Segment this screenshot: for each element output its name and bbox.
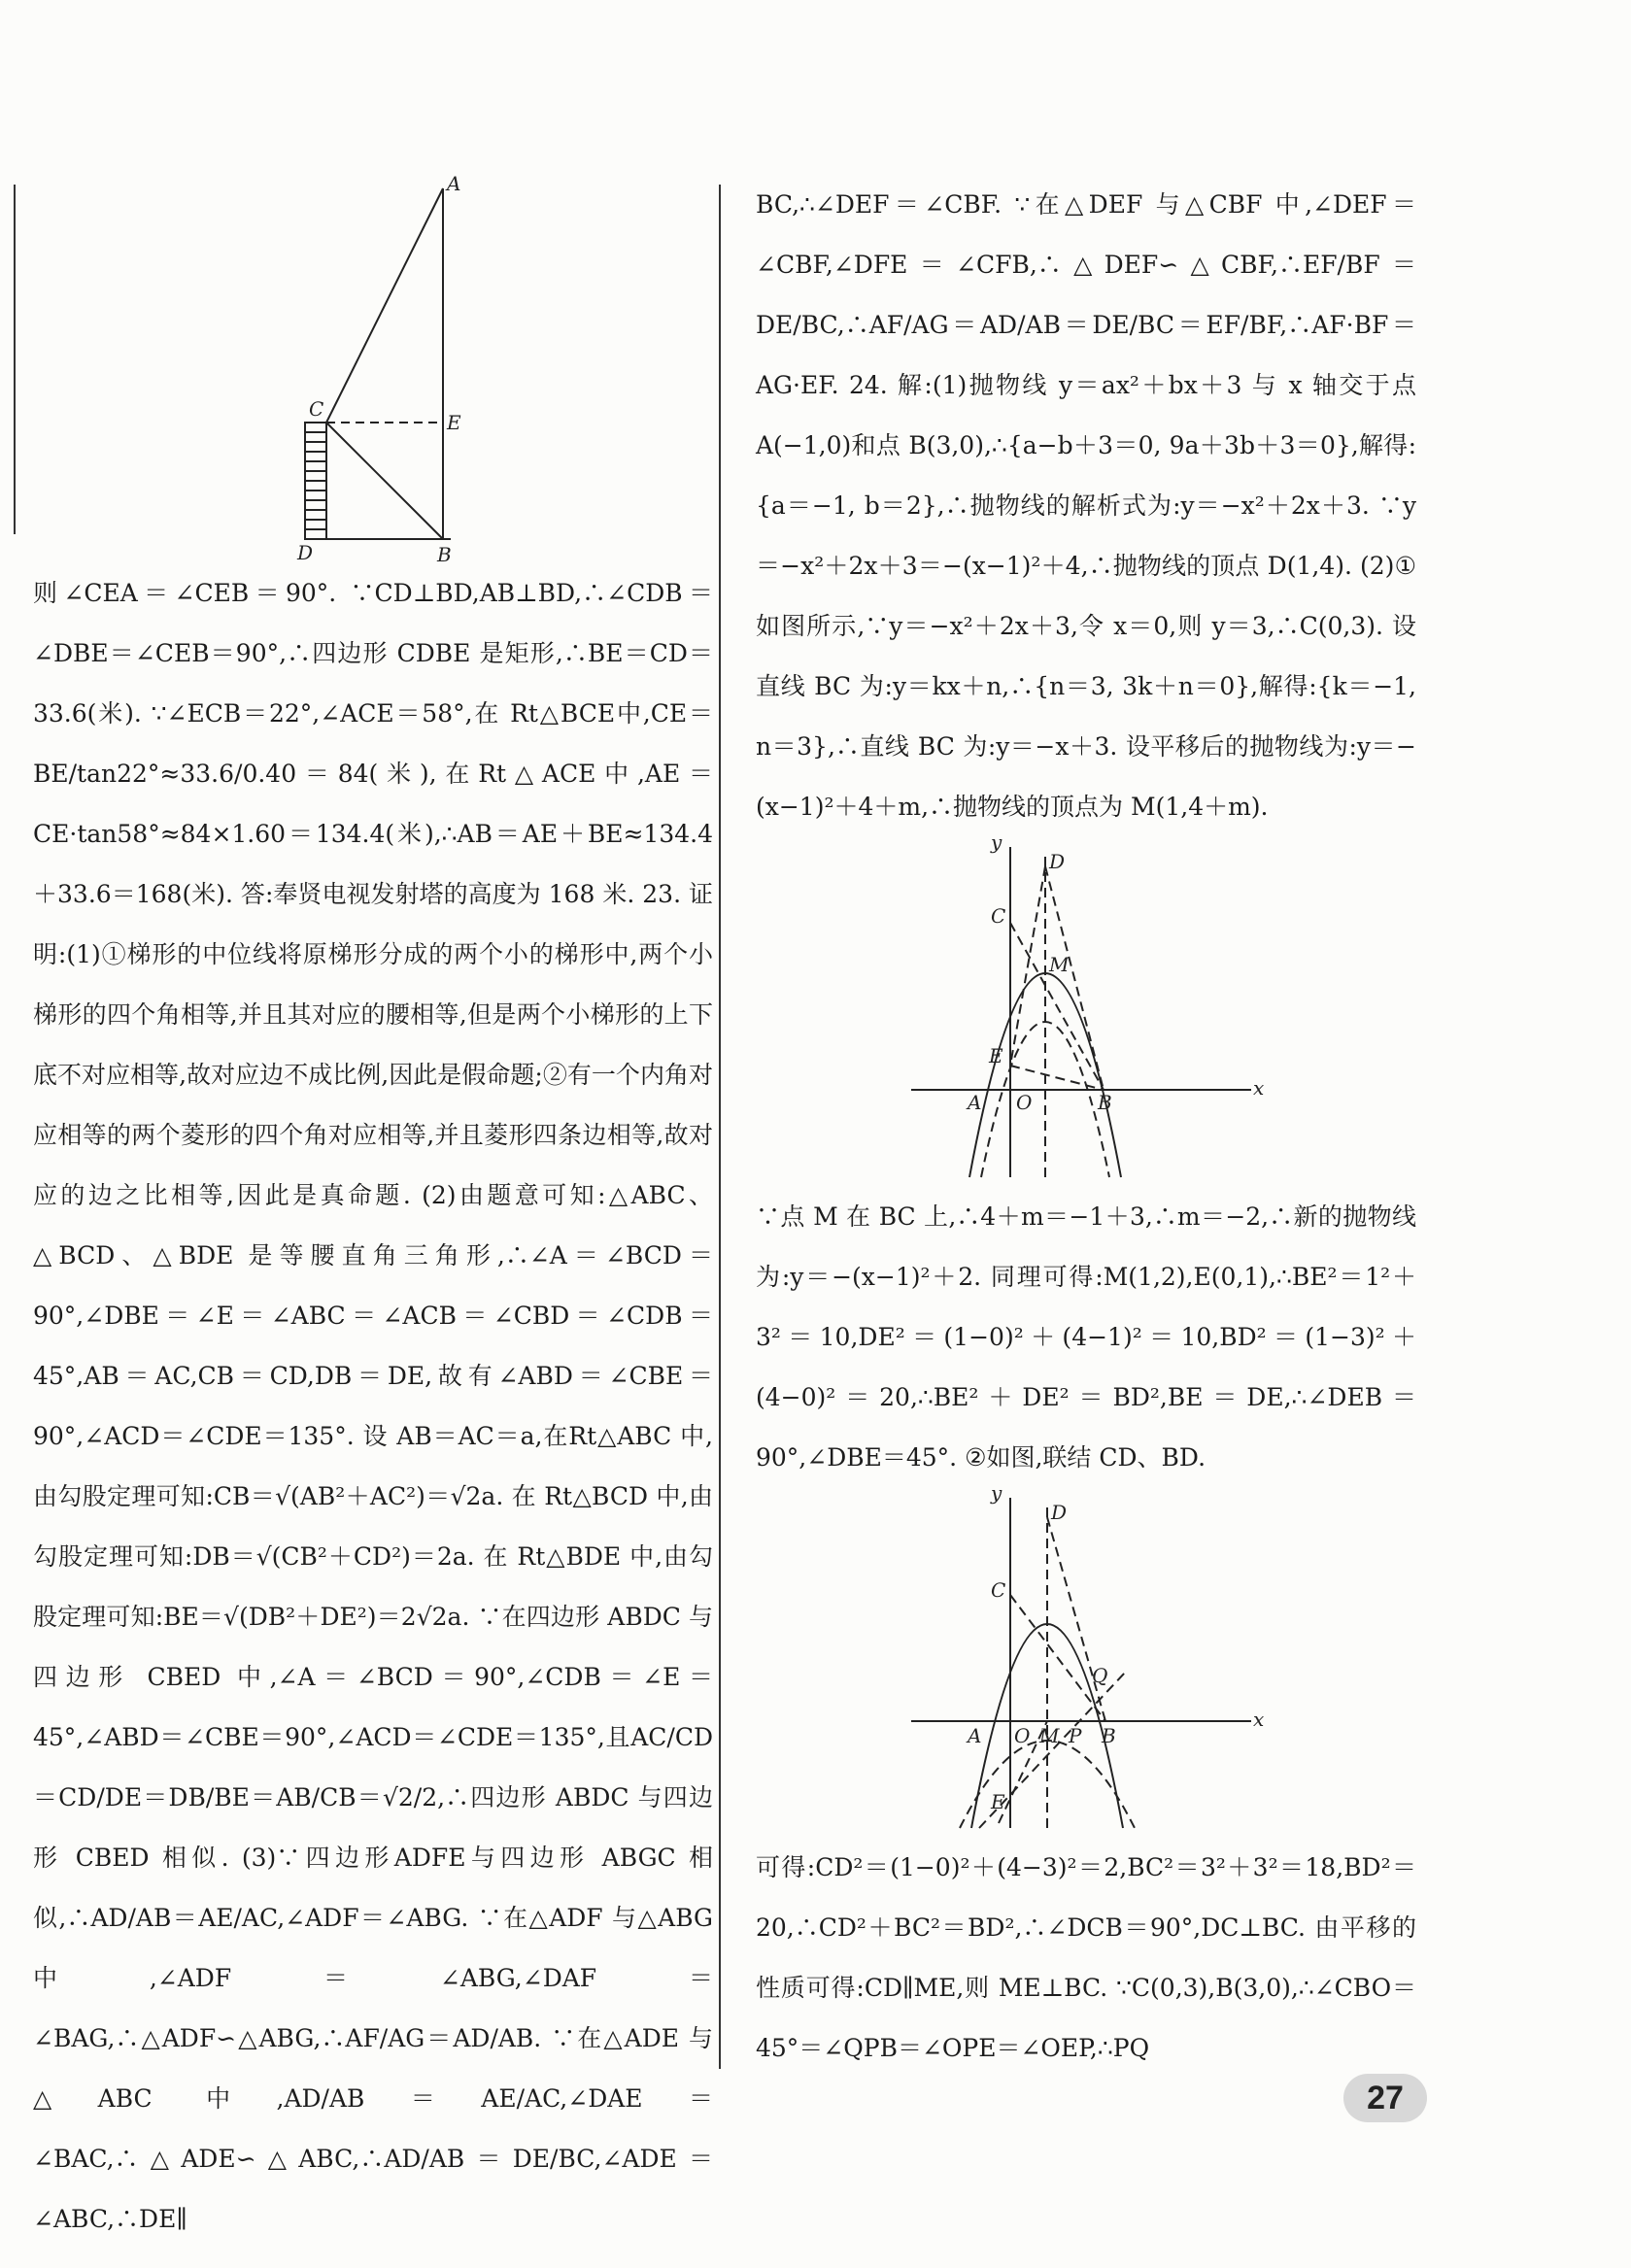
axis-x-label: x [1253,1708,1265,1731]
right-solution-text-2: ∵点 M 在 BC 上,∴4＋m＝−1＋3,∴m＝−2,∴新的抛物线为:y＝−(x−1)²＋2. 同理可得:M(1,2),E(0,1),∴BE²＝1²＋3²＝10,DE²＝(1−0)²＋(4−1)²＝10,BD²＝(1−3)²＋(4−0)²＝20,∴BE²＋DE²＝BD²,BE＝DE,∴∠DEB＝90°,∠DBE＝45°. ②如图,联结 CD、BD. [756,1202,1416,1472]
label-a: A [968,1724,982,1747]
right-solution-text-1: BC,∴∠DEF＝∠CBF. ∵在△DEF 与△CBF 中,∠DEF＝∠CBF,∠DFE＝∠CFB,∴△DEF∽△CBF,∴EF/BF＝DE/BC,∴AF/AG＝AD/AB＝DE/BC＝EF/BF,∴AF·BF＝AG·EF. 24. 解:(1)抛物线 y＝ax²＋bx＋3 与 x 轴交于点 A(−1,0)和点 B(3,0),∴{a−b＋3＝0, 9a＋3b＋3＝0},解得:{a＝−1, b＝2},∴抛物线的解析式为:y＝−x²＋2x＋3. ∵y＝−x²＋2x＋3＝−(x−1)²＋4,∴抛物线的顶点 D(1,4). (2)①如图所示,∵y＝−x²＋2x＋3,令 x＝0,则 y＝3,∴C(0,3). 设直线 BC 为:y＝kx＋n,∴{n＝3, 3k＋n＝0},解得:{k＝−1, n＝3},∴直线 BC 为:y＝−x＋3. 设平移后的抛物线为:y＝−(x−1)²＋4＋m,∴抛物线的顶点为 M(1,4＋m). [756,190,1416,821]
label-q: Q [1092,1664,1108,1687]
column-divider [719,185,721,2069]
label-m: M [1049,953,1070,976]
axis-y-label: y [991,837,1002,854]
label-a: A [447,175,461,195]
left-column [33,175,713,2250]
parabola-figure-2 [901,1488,1271,1838]
label-e: E [989,1044,1003,1067]
right-solution-text-3: 可得:CD²＝(1−0)²＋(4−3)²＝2,BC²＝3²＋3²＝18,BD²＝20,∴CD²＋BC²＝BD²,∴∠DCB＝90°,DC⊥BC. 由平移的性质可得:CD∥ME,则 ME⊥BC. ∵C(0,3),B(3,0),∴∠CBO＝45°＝∠QPB＝∠OPE＝∠OEP,∴PQ [756,1853,1416,2062]
left-margin-rule [14,185,16,534]
label-p: P [1069,1724,1082,1747]
label-d: D [1049,850,1066,873]
label-e: E [991,1790,1005,1813]
label-b: B [437,543,452,563]
page-number: 27 [1343,2074,1427,2122]
label-b: B [1102,1724,1116,1747]
label-c: C [309,397,324,421]
label-a: A [968,1091,982,1114]
right-column [756,175,1416,2079]
label-m: M [1039,1724,1060,1747]
label-o: O [1016,1091,1033,1114]
parabola-figure-1 [901,837,1271,1187]
label-b: B [1098,1091,1112,1114]
axis-y-label: y [991,1488,1002,1505]
label-d: D [1051,1501,1068,1524]
left-solution-text: 则∠CEA＝∠CEB＝90°. ∵CD⊥BD,AB⊥BD,∴∠CDB＝∠DBE＝∠CEB＝90°,∴四边形 CDBE 是矩形,∴BE＝CD＝33.6(米). ∵∠ECB＝22°,∠ACE＝58°,在 Rt△BCE中,CE＝BE/tan22°≈33.6/0.40＝84(米),在Rt△ACE中,AE＝CE·tan58°≈84×1.60＝134.4(米),∴AB＝AE＋BE≈134.4＋33.6＝168(米). 答:奉贤电视发射塔的高度为 168 米. 23. 证明:(1)①梯形的中位线将原梯形分成的两个小的梯形中,两个小梯形的四个角相等,并且其对应的腰相等,但是两个小梯形的上下底不对应相等,故对应边不成比例,因此是假命题;②有一个内角对应相等的两个菱形的四个角对应相等,并且菱形四条边相等,故对应的边之比相等,因此是真命题. (2)由题意可知:△ABC、△BCD、△BDE 是等腰直角三角形,∴∠A＝∠BCD＝90°,∠DBE＝∠E＝∠ABC＝∠ACB＝∠CBD＝∠CDB＝45°,AB＝AC,CB＝CD,DB＝DE,故有∠ABD＝∠CBE＝90°,∠ACD＝∠CDE＝135°. 设 AB＝AC＝a,在Rt△ABC 中,由勾股定理可知:CB＝√(AB²＋AC²)＝√2a. 在 Rt△BCD 中,由勾股定理可知:DB＝√(CB²＋CD²)＝2a. 在 Rt△BDE 中,由勾股定理可知:BE＝√(DB²＋DE²)＝2√2a. ∵在四边形 ABDC 与四边形 CBED 中,∠A＝∠BCD＝90°,∠CDB＝∠E＝45°,∠ABD＝∠CBE＝90°,∠ACD＝∠CDE＝135°,且AC/CD＝CD/DE＝DB/BE＝AB/CB＝√2/2,∴四边形 ABDC 与四边形 CBED 相似. (3)∵四边形ADFE与四边形 ABGC 相似,∴AD/AB＝AE/AC,∠ADF＝∠ABG. ∵在△ADF 与△ABG 中,∠ADF＝∠ABG,∠DAF＝∠BAG,∴△ADF∽△ABG,∴AF/AG＝AD/AB. ∵在△ADE 与△ABC 中,AD/AB＝AE/AC,∠DAE＝∠BAC,∴△ADE∽△ABC,∴AD/AB＝DE/BC,∠ADE＝∠ABC,∴DE∥ [33,579,713,2233]
label-c: C [991,904,1006,928]
label-c: C [991,1578,1006,1602]
tower-figure [227,175,519,563]
label-o: O [1014,1724,1031,1747]
label-d: D [297,541,314,563]
axis-x-label: x [1253,1076,1265,1100]
label-e: E [447,411,461,434]
